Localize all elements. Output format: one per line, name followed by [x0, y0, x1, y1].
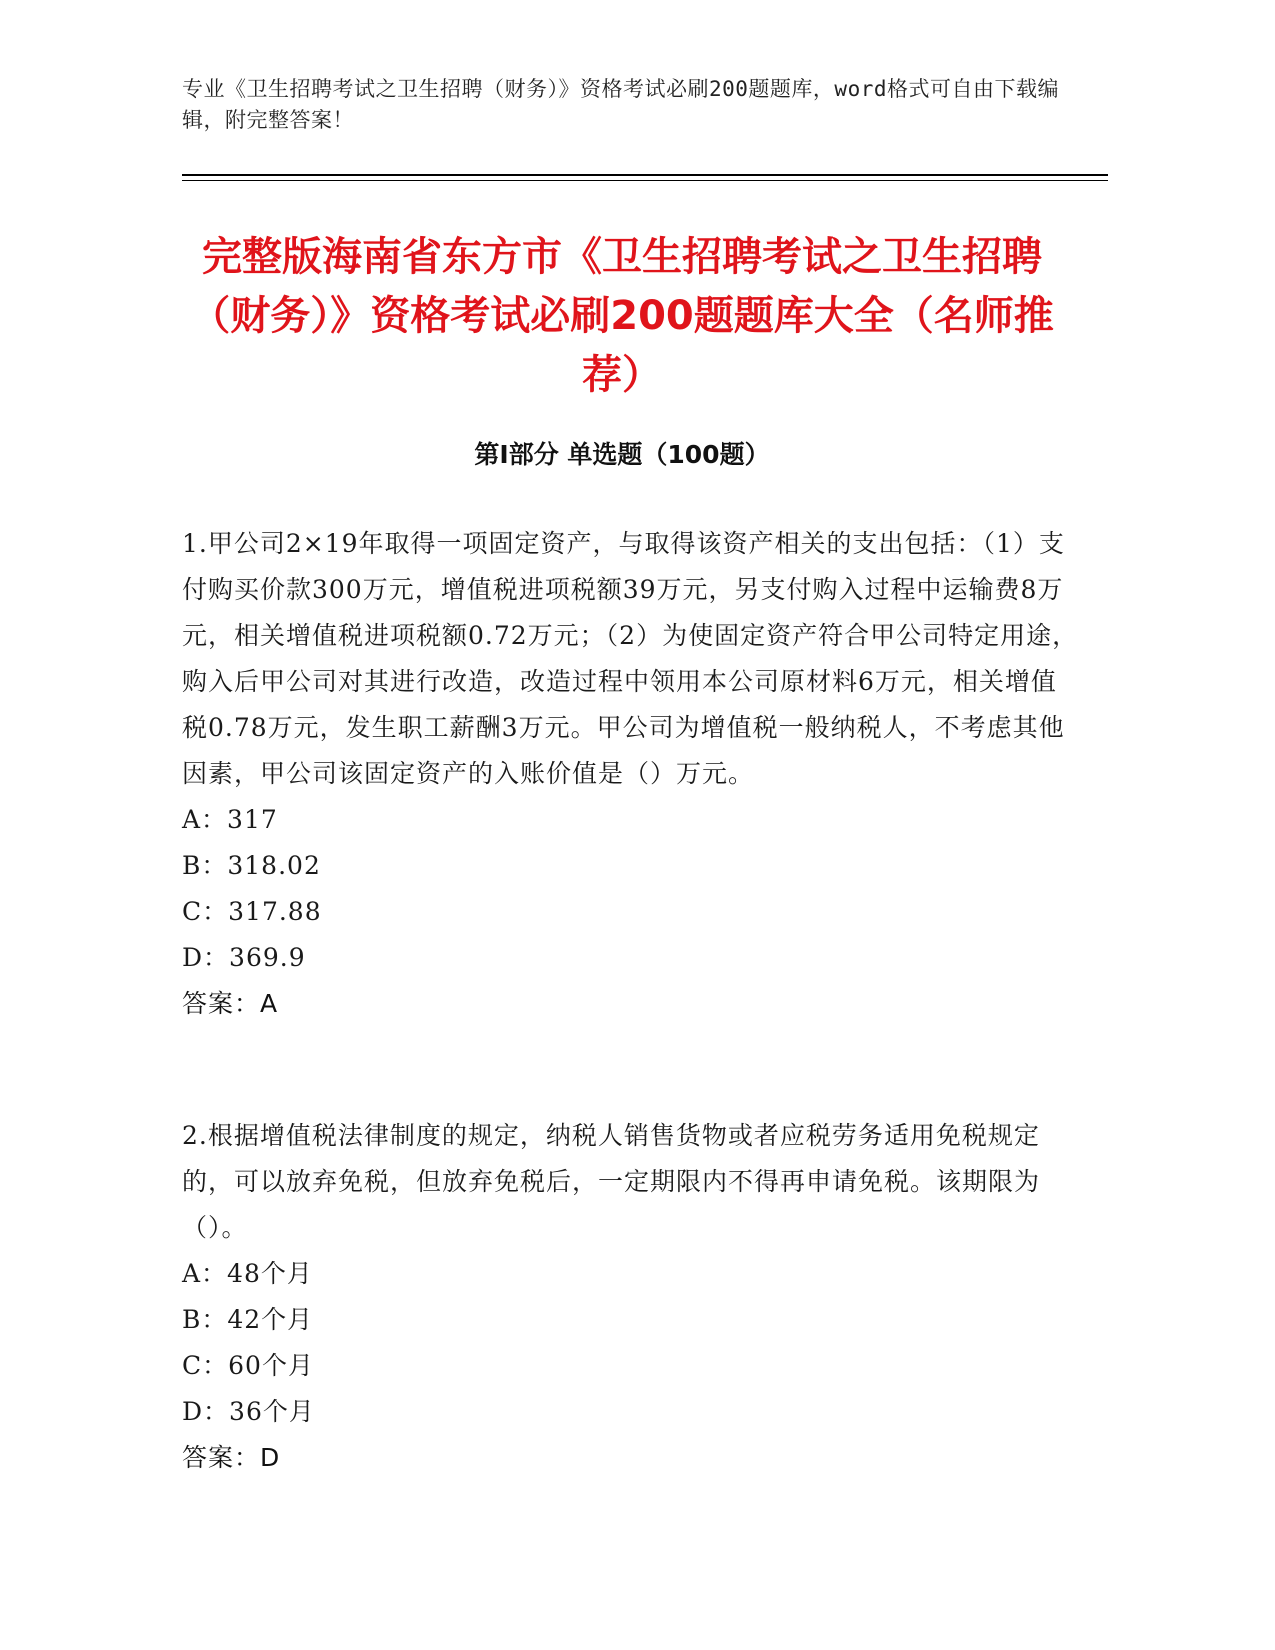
answer: 答案：D [182, 1443, 281, 1472]
header-note: 专业《卫生招聘考试之卫生招聘（财务）》资格考试必刷200题题库，word格式可自由下载编辑，附完整答案！ [182, 77, 1059, 132]
question-2 [182, 1113, 1082, 1481]
option-b: B：318.02 [182, 851, 321, 880]
option-c: C：317.88 [182, 897, 322, 926]
option-a: A：48个月 [182, 1259, 313, 1288]
option-b: B：42个月 [182, 1305, 314, 1334]
option-a: A：317 [182, 805, 278, 834]
question-stem: 1.甲公司2×19年取得一项固定资产，与取得该资产相关的支出包括：（1）支付购买价款300万元，增值税进项税额39万元，另支付购入过程中运输费8万元，相关增值税进项税额0.72万元；（2）为使固定资产符合甲公司特定用途，购入后甲公司对其进行改造，改造过程中领用本公司原材料6万元，相关增值税0.78万元，发生职工薪酬3万元。甲公司为增值税一般纳税人，不考虑其他因素，甲公司该固定资产的入账价值是（）万元。 [182, 529, 1079, 788]
question-stem: 2.根据增值税法律制度的规定，纳税人销售货物或者应税劳务适用免税规定的，可以放弃免税，但放弃免税后，一定期限内不得再申请免税。该期限为（）。 [182, 1121, 1041, 1242]
document-title: 完整版海南省东方市《卫生招聘考试之卫生招聘（财务）》资格考试必刷200题题库大全（名师推荐） [190, 234, 1054, 398]
option-d: D：369.9 [182, 943, 306, 972]
question-1 [182, 521, 1082, 1027]
header-rule-thin [182, 180, 1108, 181]
option-d: D：36个月 [182, 1397, 315, 1426]
header-rule-thick [182, 174, 1108, 176]
answer: 答案：A [182, 989, 279, 1018]
section-title: 第Ⅰ部分 单选题（100题） [474, 440, 770, 469]
option-c: C：60个月 [182, 1351, 314, 1380]
